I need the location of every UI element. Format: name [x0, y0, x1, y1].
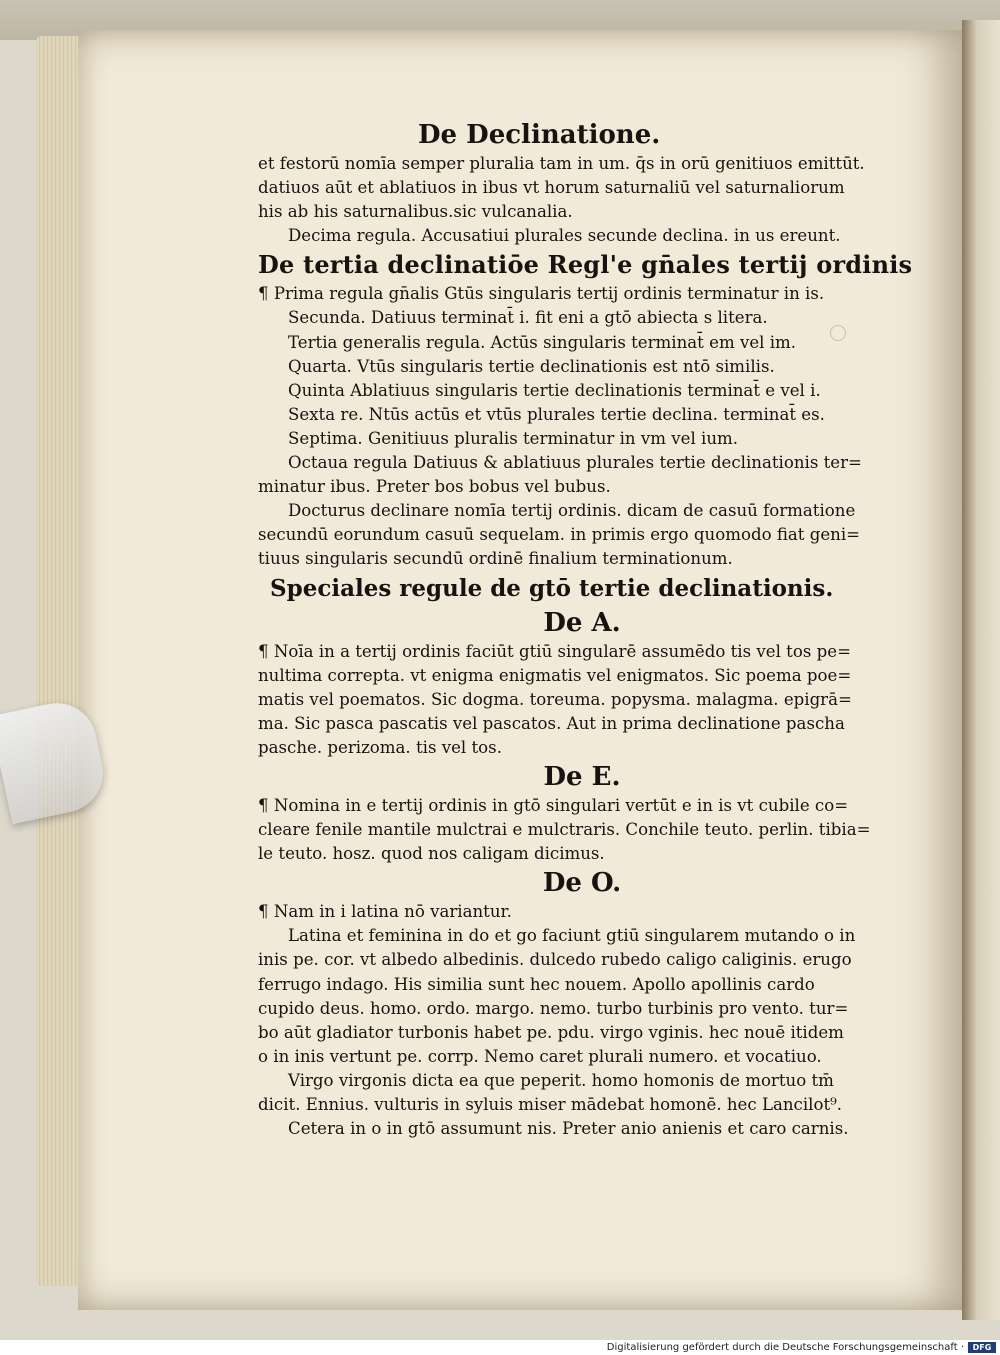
text-line: his ab his saturnalibus.sic vulcanalia.: [258, 202, 573, 222]
text-line: Cetera in o in gtō assumunt nis. Preter anio anienis et caro carnis.: [288, 1119, 849, 1139]
letter-heading: De E.: [543, 761, 621, 792]
text-line: le teuto. hosz. quod nos caligam dicimus.: [258, 844, 605, 864]
chapter-heading: De tertia declinatiōe Regl'e gn̄ales tertij ordinis: [258, 250, 913, 280]
text-line: bo aūt gladiator turbonis habet pe. pdu. virgo vginis. hec nouē itidem: [258, 1022, 844, 1042]
text-line: et festorū nomīa semper pluralia tam in um. q̄s in orū genitiuos emittūt.: [258, 154, 865, 173]
letter-heading: De A.: [543, 607, 621, 638]
text-line: pasche. perizoma. tis vel tos.: [258, 737, 502, 757]
text-line: ma. Sic pasca pascatis vel pascatos. Aut in prima declinatione pascha: [258, 713, 845, 733]
text-line: ¶ Nam in i latina nō variantur.: [258, 902, 512, 922]
text-line: datiuos aūt et ablatiuos in ibus vt horum saturnaliū vel saturnaliorum: [258, 178, 845, 198]
text-line: matis vel poematos. Sic dogma. toreuma. popysma. malagma. epigrā=: [258, 689, 852, 709]
text-line: cupido deus. homo. ordo. margo. nemo. turbo turbinis pro vento. tur=: [258, 998, 849, 1018]
text-line: Quarta. Vtūs singularis tertie declinationis est ntō similis.: [288, 356, 775, 376]
section-heading: De Declinatione.: [418, 120, 661, 150]
text-line: ferrugo indago. His similia sunt hec nouem. Apollo apollinis cardo: [258, 974, 815, 994]
page-text: [258, 118, 913, 1141]
text-line: ¶ Prima regula gn̄alis Gtūs singularis tertij ordinis terminatur in is.: [258, 284, 825, 304]
text-line: dicit. Ennius. vulturis in syluis miser mādebat homonē. hec Lancilot⁹.: [258, 1095, 843, 1114]
text-line: tiuus singularis secundū ordinē finalium terminationum.: [258, 549, 733, 569]
text-line: Octaua regula Datiuus & ablatiuus plurales tertie declinationis ter=: [288, 453, 862, 473]
text-line: Sexta re. Ntūs actūs et vtūs plurales tertie declina. terminat̄ es.: [288, 404, 825, 424]
text-line: ¶ Nomina in e tertij ordinis in gtō singulari vertūt e in is vt cubile co=: [258, 795, 849, 815]
text-line: minatur ibus. Preter bos bobus vel bubus.: [258, 477, 611, 497]
text-line: ¶ Noīa in a tertij ordinis faciūt gtiū singularē assumēdo tis vel tos pe=: [258, 641, 851, 661]
footer-bar: [0, 1340, 1000, 1355]
text-line: inis pe. cor. vt albedo albedinis. dulcedo rubedo caligo caliginis. erugo: [258, 950, 852, 970]
text-line: Secunda. Datiuus terminat̄ i. fit eni a gtō abiecta s litera.: [288, 308, 768, 328]
letter-heading: De O.: [542, 868, 622, 899]
subchapter-heading: Speciales regule de gtō tertie declinationis.: [270, 574, 834, 602]
text-line: Virgo virgonis dicta ea que peperit. homo homonis de mortuo tm̄: [288, 1070, 834, 1090]
dfg-logo: DFG: [968, 1342, 996, 1353]
text-line: Latina et feminina in do et go faciunt gtiū singularem mutando o in: [288, 926, 856, 946]
text-line: o in inis vertunt pe. corrp. Nemo caret plurali numero. et vocatiuo.: [258, 1046, 822, 1066]
text-line: secundū eorundum casuū sequelam. in primis ergo quomodo fiat geni=: [258, 525, 861, 545]
text-line: Tertia generalis regula. Actūs singularis terminat̄ em vel im.: [288, 332, 797, 352]
text-line: cleare fenile mantile mulctrai e mulctraris. Conchile teuto. perlin. tibia=: [258, 820, 871, 840]
facing-page-edge: [962, 20, 1000, 1320]
text-line: Quinta Ablatiuus singularis tertie declinationis terminat̄ e vel i.: [288, 380, 821, 400]
text-line: Decima regula. Accusatiui plurales secunde declina. in us ereunt.: [288, 226, 841, 246]
text-line: Docturus declinare nomīa tertij ordinis. dicam de casuū formatione: [288, 501, 856, 521]
text-line: Septima. Genitiuus pluralis terminatur in vm vel ium.: [288, 428, 739, 448]
text-line: nultima correpta. vt enigma enigmatis vel enigmatos. Sic poema poe=: [258, 665, 852, 685]
footer-text: Digitalisierung gefördert durch die Deutsche Forschungsgemeinschaft ·: [606, 1342, 964, 1353]
